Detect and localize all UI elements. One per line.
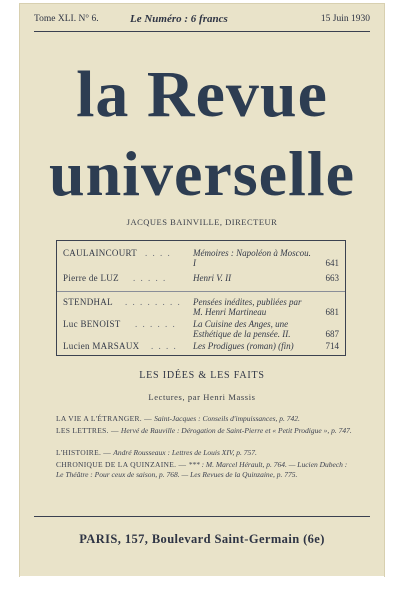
toc-page: 663 bbox=[325, 273, 339, 283]
entry-heading: L'HISTOIRE. — bbox=[56, 448, 114, 457]
header-rule bbox=[34, 31, 370, 32]
section-entry bbox=[56, 414, 352, 424]
toc-author: Luc BENOIST bbox=[63, 319, 121, 329]
toc-leader: . . . . bbox=[145, 248, 172, 258]
toc-page: 714 bbox=[325, 341, 339, 351]
toc-work: La Cuisine des Anges, une Esthétique de la pensée. II. bbox=[193, 319, 291, 339]
toc-work: Mémoires : Napoléon à Moscou. I bbox=[193, 248, 311, 268]
toc-work: Les Prodigues (roman) (fin) bbox=[193, 341, 294, 351]
masthead-title-line2: universelle bbox=[48, 138, 356, 209]
entry-body: Hervé de Rauville : Dérogation de Saint-Pierre et « Petit Prodigue », p. 747. bbox=[120, 426, 352, 435]
section-entry bbox=[56, 460, 352, 480]
section-entry bbox=[56, 448, 352, 458]
magazine-cover bbox=[20, 4, 384, 576]
entry-heading: LES LETTRES. — bbox=[56, 426, 121, 435]
toc-leader: . . . . . bbox=[133, 273, 167, 283]
issue-date: 15 Juin 1930 bbox=[320, 14, 370, 24]
entry-body: Saint-Jacques : Conseils d'impuissances, p. 742. bbox=[154, 414, 300, 423]
section-title: LES IDÉES & LES FAITS bbox=[139, 370, 265, 381]
toc-page: 641 bbox=[325, 258, 339, 268]
toc-work: Pensées inédites, publiées par M. Henri Martineau bbox=[193, 297, 302, 317]
entry-body: *** : M. Marcel Hérault, p. 764. — Lucien Dubech : Le Théâtre : Pour ceux de saison, p. 768. — Les Revues de la Quinzaine, p. 775. bbox=[56, 460, 348, 479]
section-subtitle: Lectures, par Henri Massis bbox=[148, 392, 256, 402]
toc-work: Henri V. II bbox=[193, 273, 232, 283]
table-of-contents bbox=[56, 240, 346, 356]
toc-page: 687 bbox=[325, 329, 339, 339]
masthead-title-line1: la Revue bbox=[76, 58, 328, 131]
director-line: JACQUES BAINVILLE, DIRECTEUR bbox=[126, 217, 278, 227]
entry-body: André Rousseaux : Lettres de Louis XIV, p. 757. bbox=[113, 448, 257, 457]
issue-price: Le Numéro : 6 francs bbox=[130, 13, 228, 25]
toc-author: CAULAINCOURT bbox=[63, 248, 138, 258]
toc-page: 681 bbox=[325, 307, 339, 317]
section-entry bbox=[56, 426, 352, 436]
toc-author: STENDHAL bbox=[63, 297, 113, 307]
toc-leader: . . . . . . . . bbox=[125, 297, 182, 307]
issue-number: Tome XLI. N° 6. bbox=[34, 14, 99, 24]
toc-leader: . . . . . . bbox=[135, 319, 177, 329]
entry-heading: LA VIE A L'ÉTRANGER. — bbox=[56, 414, 155, 423]
toc-author: Lucien MARSAUX bbox=[63, 341, 140, 351]
entry-heading: CHRONIQUE DE LA QUINZAINE. — bbox=[56, 460, 189, 469]
issue-header bbox=[34, 14, 370, 28]
toc-divider bbox=[57, 291, 345, 292]
publisher-address: PARIS, 157, Boulevard Saint-Germain (6e) bbox=[79, 532, 325, 546]
footer-rule bbox=[34, 516, 370, 517]
toc-author: Pierre de LUZ bbox=[63, 273, 119, 283]
toc-leader: . . . . bbox=[151, 341, 178, 351]
